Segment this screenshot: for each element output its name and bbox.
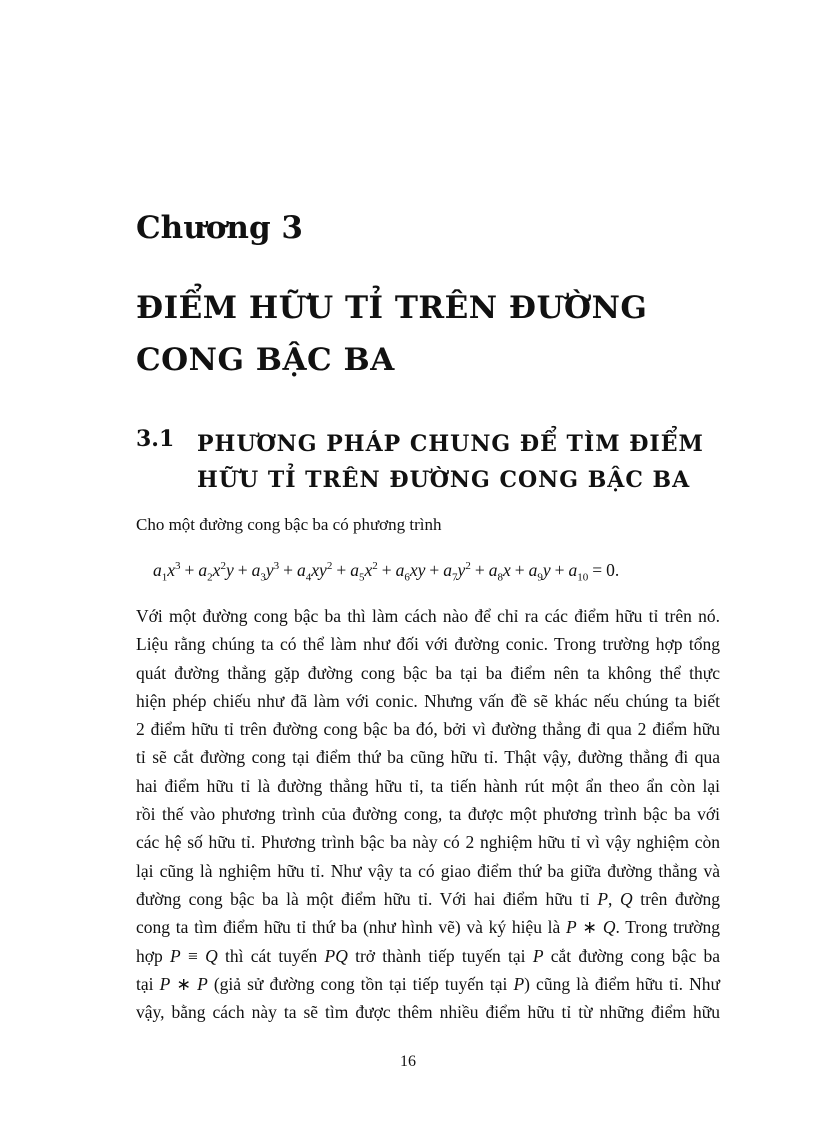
chapter-label: Chương 3 xyxy=(136,210,304,246)
body-line: Liệu rằng chúng ta có thể làm như đối với đường conic. Trong trường hợp tổng xyxy=(136,634,720,655)
body-paragraph xyxy=(136,602,720,1026)
body-line: lại cũng là nghiệm hữu tỉ. Như vậy ta có giao điểm thứ ba giữa đường thẳng và xyxy=(136,860,720,881)
section-title xyxy=(197,426,757,498)
cubic-equation: $a_1x^3 + a_2x^2y + a_3y^3 + a_4xy^2 + a_5x^2 + a_6xy + a_7y^2 + a_8x + a_9y + a_{10} = 0$. xyxy=(153,560,620,584)
body-line: các hệ số hữu tỉ. Phương trình bậc ba này có 2 nghiệm hữu tỉ vì vậy nghiệm còn xyxy=(136,832,720,853)
body-line: tỉ sẽ cắt đường cong tại điểm thứ ba cũng hữu tỉ. Thật vậy, đường thẳng đi qua xyxy=(136,747,720,768)
body-line: Với một đường cong bậc ba thì làm cách nào để chỉ ra các điểm hữu tỉ trên nó. xyxy=(136,606,720,626)
section-title-line: HỮU TỈ TRÊN ĐƯỜNG CONG BẬC BA xyxy=(197,467,691,493)
section-number: 3.1 xyxy=(136,426,175,452)
section-title-line: PHƯƠNG PHÁP CHUNG ĐỂ TÌM ĐIỂM xyxy=(197,431,704,457)
body-line: hai điểm hữu tỉ là đường thẳng hữu tỉ, ta tiến hành rút một ẩn theo ẩn còn lại xyxy=(136,775,720,796)
body-line: cong ta tìm điểm hữu tỉ thứ ba (như hình vẽ) và ký hiệu là P ∗ Q. Trong trường xyxy=(136,917,721,938)
body-line: tại P ∗ P (giả sử đường cong tồn tại tiếp tuyến tại P) cũng là điểm hữu tỉ. Như xyxy=(136,973,720,994)
body-line: hợp P ≡ Q thì cát tuyến PQ trở thành tiếp tuyến tại P cắt đường cong bậc ba xyxy=(136,945,720,966)
body-line: 2 điểm hữu tỉ trên đường cong bậc ba đó, bởi vì đường thẳng đi qua 2 điểm hữu xyxy=(136,719,720,740)
body-line: vậy, bằng cách này ta sẽ tìm được thêm nhiều điểm hữu tỉ từ những điểm hữu xyxy=(136,1002,720,1023)
body-line: đường cong bậc ba là một điểm hữu tỉ. Với hai điểm hữu tỉ P, Q trên đường xyxy=(136,888,720,909)
body-line: rồi thế vào phương trình của đường cong, ta được một phương trình bậc ba với xyxy=(136,804,720,825)
body-line: quát đường thẳng gặp đường cong bậc ba tại ba điểm nên ta không thể thực xyxy=(136,662,720,683)
intro-sentence: Cho một đường cong bậc ba có phương trình xyxy=(136,515,442,534)
chapter-title xyxy=(136,282,746,386)
page-number: 16 xyxy=(400,1053,416,1070)
body-line: hiện phép chiếu như đã làm với conic. Nhưng vấn đề sẽ khác nếu chúng ta biết xyxy=(136,690,720,711)
chapter-title-line: CONG BẬC BA xyxy=(136,342,395,378)
chapter-title-line: ĐIỂM HỮU TỈ TRÊN ĐƯỜNG xyxy=(136,290,648,326)
